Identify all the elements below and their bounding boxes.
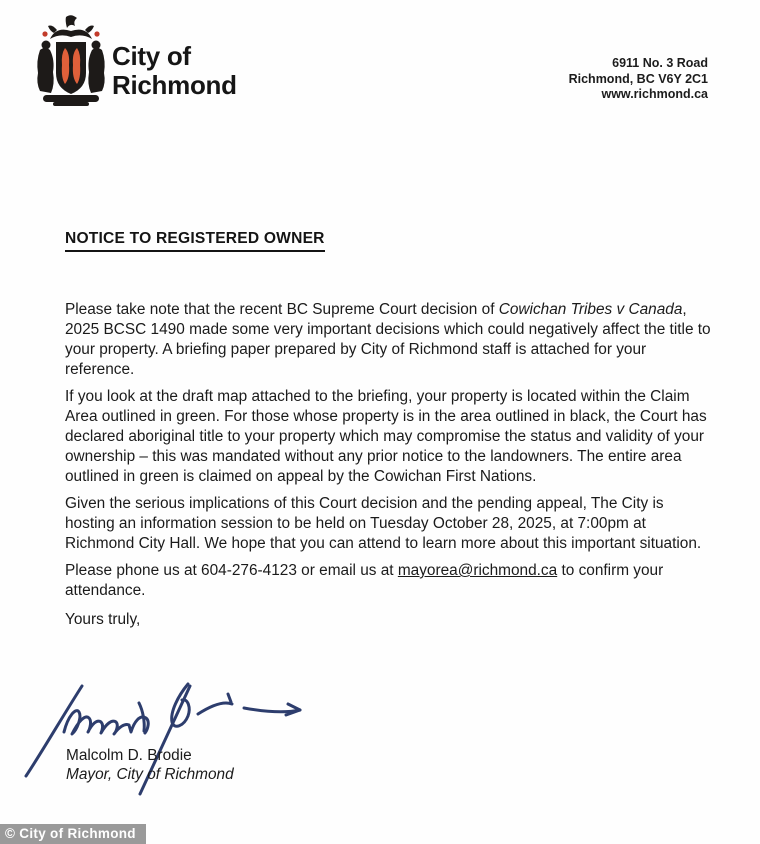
paragraph-info-session: Given the serious implications of this Court decision and the pending appeal, The City is hosting an information session to be held on Tuesday October 28, 2025, at 7:00pm at Richmond City Hall. We hope that you can attend to learn more about this important situation. [65,495,702,552]
logo-line-2: Richmond [112,70,237,100]
signer-title: Mayor, City of Richmond [66,766,234,783]
paragraph-contact [65,561,715,601]
paragraph-court-decision [65,300,715,380]
city-logo-wordmark [112,42,237,100]
letter-body [65,229,715,637]
notice-heading: NOTICE TO REGISTERED OWNER [65,229,325,252]
address-street: 6911 No. 3 Road [612,56,708,70]
case-citation: Cowichan Tribes v Canada [498,301,683,318]
city-of-richmond-crest-icon [33,14,109,115]
p4-post: to confirm your attendance. [65,562,664,599]
logo-line-1: City of [112,41,191,71]
p1-pre: Please take note that the recent BC Supreme Court decision of [65,301,499,318]
paragraph-claim-area: If you look at the draft map attached to the briefing, your property is located within the Claim Area outlined in green. For those whose property is in the area outlined in black, the Court has declared aboriginal title to your property which may compromise the status and validity of your ownership – this was mandated without any prior notice to the landowners. The entire area outlined in green is claimed on appeal by the Cowichan First Nations. [65,388,707,485]
address-website: www.richmond.ca [601,87,708,101]
p1-post: , 2025 BCSC 1490 made some very important decisions which could negatively affect the title to your property. A briefing paper prepared by City of Richmond staff is attached for your reference. [65,301,711,378]
signer-block [66,746,234,784]
letterhead-address [569,56,708,103]
address-city: Richmond, BC V6Y 2C1 [568,71,708,86]
closing-salutation: Yours truly, [65,611,141,628]
signer-name: Malcolm D. Brodie [66,747,192,764]
copyright-watermark: © City of Richmond [0,824,146,844]
mayor-email-link: mayorea@richmond.ca [397,562,558,579]
p4-pre: Please phone us at 604-276-4123 or email us at [65,562,398,579]
